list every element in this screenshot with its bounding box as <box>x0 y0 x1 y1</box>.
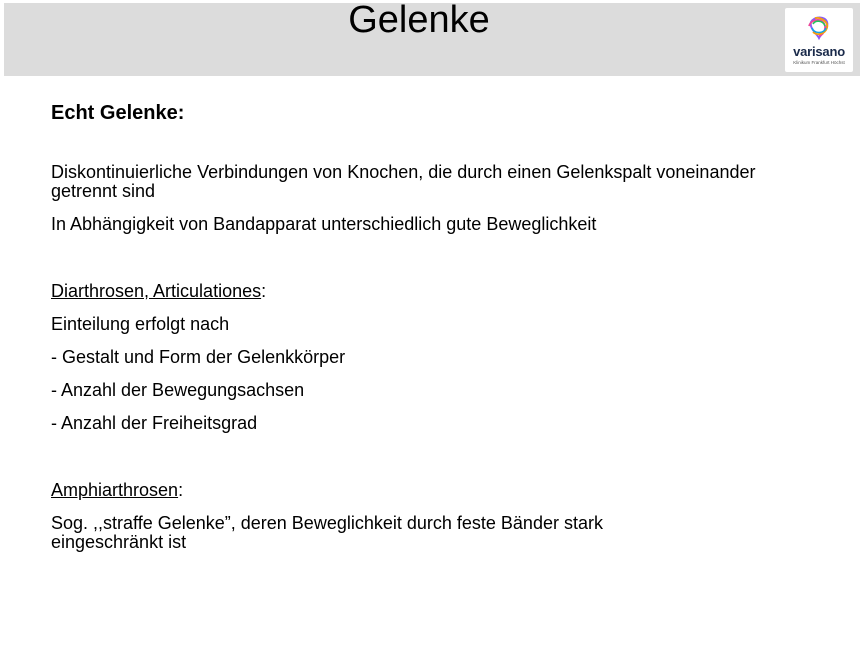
varisano-logo-icon <box>805 14 833 42</box>
logo-name: varisano <box>793 44 845 59</box>
section-heading: Echt Gelenke: <box>51 102 185 124</box>
amphiarthrosen-label: Amphiarthrosen <box>51 480 179 500</box>
amphiarthrosen-line <box>51 481 781 500</box>
logo-subtitle: Klinikum Frankfurt Höchst <box>793 60 845 65</box>
slide-content <box>51 100 781 552</box>
slide-title: Gelenke <box>348 0 490 41</box>
diarthrosen-line <box>51 282 781 301</box>
paragraph-definition: Diskontinuierliche Verbindungen von Knochen, die durch einen Gelenkspalt voneinander getrennt sind <box>51 162 756 201</box>
title-band <box>4 0 860 76</box>
diarthrosen-colon: : <box>261 281 267 301</box>
diarthrosen-label: Diarthrosen, Articulationes <box>51 281 262 301</box>
list-item-achsen: - Anzahl der Bewegungsachsen <box>51 380 305 400</box>
einteilung-line: Einteilung erfolgt nach <box>51 314 230 334</box>
paragraph-mobility: In Abhängigkeit von Bandapparat unterschiedlich gute Beweglichkeit <box>51 214 597 234</box>
paragraph-amphiarthrosen: Sog. ,,straffe Gelenke”, deren Beweglichkeit durch feste Bänder stark eingeschränkt ist <box>51 513 603 552</box>
list-item-gestalt: - Gestalt und Form der Gelenkkörper <box>51 347 346 367</box>
amphiarthrosen-colon: : <box>178 480 184 500</box>
varisano-logo <box>785 8 853 72</box>
list-item-freiheitsgrad: - Anzahl der Freiheitsgrad <box>51 413 258 433</box>
